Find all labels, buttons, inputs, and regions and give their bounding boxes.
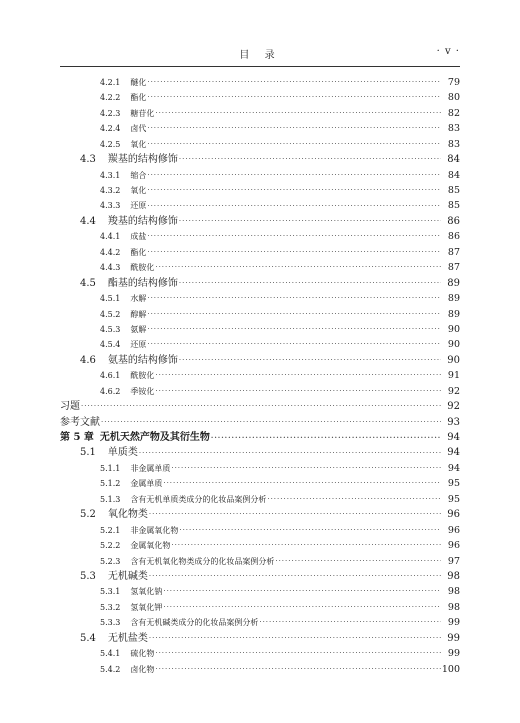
toc-entry bbox=[60, 446, 460, 461]
dot-leader bbox=[267, 492, 441, 507]
toc-entry-title: 氨解 bbox=[130, 324, 147, 334]
toc-entry-page: 90 bbox=[447, 339, 460, 351]
header-rule bbox=[60, 66, 460, 67]
toc-entry-page: 92 bbox=[447, 385, 460, 397]
toc-entry-page: 87 bbox=[447, 262, 460, 274]
toc-entry-number: 5.1.1 bbox=[100, 463, 121, 473]
dot-leader bbox=[211, 430, 441, 445]
toc-entry-number: 4.6.2 bbox=[100, 386, 121, 396]
dot-leader bbox=[147, 137, 441, 152]
toc-entry-title: 氢氧化钾 bbox=[130, 602, 163, 612]
toc-entry bbox=[60, 307, 460, 322]
toc-entry bbox=[60, 492, 460, 507]
toc-entry-page: 85 bbox=[447, 200, 460, 212]
toc-entry-page: 92 bbox=[447, 401, 460, 413]
dot-leader bbox=[147, 307, 441, 322]
toc-entry-number: 4.2.1 bbox=[100, 77, 121, 87]
toc-entry bbox=[60, 538, 460, 553]
toc-entry-page: 89 bbox=[447, 308, 460, 320]
toc-entry-title: 卤代 bbox=[130, 124, 147, 134]
dot-leader bbox=[171, 538, 441, 553]
toc-entry-title: 单质类 bbox=[107, 447, 138, 459]
toc-entry-title: 酰胺化 bbox=[130, 371, 155, 381]
toc-entry-title: 季铵化 bbox=[130, 386, 155, 396]
toc-entry-page: 96 bbox=[447, 540, 460, 552]
toc-entry-page: 100 bbox=[441, 663, 460, 675]
toc-entry-page: 90 bbox=[447, 323, 460, 335]
dot-leader bbox=[81, 399, 441, 414]
toc-entry-title: 氧化 bbox=[130, 139, 147, 149]
toc-entry-page: 99 bbox=[447, 648, 460, 660]
toc-entry bbox=[60, 476, 460, 491]
toc-entry bbox=[60, 368, 460, 383]
dot-leader bbox=[155, 384, 441, 399]
toc-entry-number: 4.6 bbox=[80, 354, 96, 366]
toc-entry-title: 氧化 bbox=[130, 186, 147, 196]
dot-leader bbox=[163, 584, 441, 599]
toc-entry-number: 5.4 bbox=[80, 632, 96, 644]
toc-entry-number: 4.5.1 bbox=[100, 294, 121, 304]
toc-entry-page: 82 bbox=[447, 107, 460, 119]
toc-entry-page: 99 bbox=[447, 632, 460, 644]
dot-leader bbox=[147, 322, 441, 337]
toc-entry-title: 金属氧化物 bbox=[130, 541, 171, 551]
toc-entry bbox=[60, 183, 460, 198]
toc-entry bbox=[60, 631, 460, 646]
toc-entry bbox=[60, 214, 460, 229]
dot-leader bbox=[155, 106, 441, 121]
toc-entry-number: 4.5.3 bbox=[100, 324, 121, 334]
toc-entry-title: 羰基的结构修饰 bbox=[107, 154, 178, 166]
toc-entry bbox=[60, 121, 460, 136]
toc-entry-title: 成盐 bbox=[130, 232, 147, 242]
toc-entry-title: 无机盐类 bbox=[107, 632, 148, 644]
toc-entry-title: 无机碱类 bbox=[107, 570, 148, 582]
toc-entry-page: 98 bbox=[447, 586, 460, 598]
toc-entry bbox=[60, 106, 460, 121]
toc-entry-title: 硫化物 bbox=[130, 649, 155, 659]
toc-entry-number: 5.2.2 bbox=[100, 541, 121, 551]
dot-leader bbox=[155, 662, 441, 677]
dot-leader bbox=[155, 646, 441, 661]
toc-entry bbox=[60, 245, 460, 260]
toc-entry bbox=[60, 415, 460, 430]
toc-entry-number: 4.3 bbox=[80, 154, 96, 166]
toc-entry bbox=[60, 554, 460, 569]
dot-leader bbox=[179, 276, 441, 291]
toc-entry-page: 90 bbox=[447, 354, 460, 366]
dot-leader bbox=[171, 461, 441, 476]
toc-entry bbox=[60, 646, 460, 661]
toc-entry-title: 醚化 bbox=[130, 77, 147, 87]
toc-entry bbox=[60, 276, 460, 291]
toc-entry-title: 卤化物 bbox=[130, 664, 155, 674]
toc-entry-title: 酰胺化 bbox=[130, 263, 155, 273]
toc-entry-number: 4.3.2 bbox=[100, 186, 121, 196]
toc-entry-number: 4.5.4 bbox=[100, 340, 121, 350]
toc-entry-page: 98 bbox=[447, 570, 460, 582]
toc-entry-title: 还原 bbox=[130, 201, 147, 211]
toc-entry-page: 97 bbox=[447, 555, 460, 567]
header-page-number: · v · bbox=[436, 46, 460, 57]
toc-entry-number: 5.4.1 bbox=[100, 649, 121, 659]
toc-entry-number: 4.4 bbox=[80, 215, 96, 227]
toc-entry bbox=[60, 291, 460, 306]
toc-entry bbox=[60, 337, 460, 352]
toc-entry-page: 86 bbox=[447, 215, 460, 227]
toc-entry bbox=[60, 90, 460, 105]
toc-entry-title: 无机天然产物及其衍生物 bbox=[99, 432, 210, 444]
toc-entry bbox=[60, 353, 460, 368]
toc-entry-page: 89 bbox=[447, 277, 460, 289]
toc-entry bbox=[60, 384, 460, 399]
dot-leader bbox=[149, 631, 441, 646]
toc-entry-title: 参考文献 bbox=[60, 416, 100, 428]
toc-entry-title: 含有无机氧化物类成分的化妆品案例分析 bbox=[130, 556, 275, 566]
table-of-contents bbox=[60, 75, 460, 677]
toc-entry bbox=[60, 260, 460, 275]
toc-entry-number: 4.2.3 bbox=[100, 108, 121, 118]
dot-leader bbox=[179, 214, 441, 229]
dot-leader bbox=[147, 168, 441, 183]
toc-entry-number: 5.3.3 bbox=[100, 618, 121, 628]
toc-entry bbox=[60, 507, 460, 522]
dot-leader bbox=[149, 569, 441, 584]
dot-leader bbox=[163, 476, 441, 491]
dot-leader bbox=[147, 90, 441, 105]
dot-leader bbox=[155, 368, 441, 383]
toc-entry-title: 水解 bbox=[130, 294, 147, 304]
toc-entry bbox=[60, 137, 460, 152]
toc-entry-page: 95 bbox=[447, 478, 460, 490]
toc-entry bbox=[60, 322, 460, 337]
toc-entry-number: 5.3.1 bbox=[100, 587, 121, 597]
header-title: 目 录 bbox=[239, 50, 281, 61]
toc-entry-title: 含有无机碱类成分的化妆品案例分析 bbox=[130, 618, 259, 628]
toc-entry bbox=[60, 600, 460, 615]
toc-entry bbox=[60, 569, 460, 584]
toc-entry-title: 醇解 bbox=[130, 309, 147, 319]
toc-entry-title: 习题 bbox=[60, 401, 80, 413]
toc-entry-title: 氧化物类 bbox=[107, 509, 148, 521]
toc-entry bbox=[60, 75, 460, 90]
dot-leader bbox=[179, 523, 441, 538]
dot-leader bbox=[147, 245, 441, 260]
toc-entry bbox=[60, 662, 460, 677]
toc-entry-number: 第 5 章 bbox=[60, 432, 94, 444]
page-header bbox=[60, 46, 460, 62]
toc-entry-number: 4.4.1 bbox=[100, 232, 121, 242]
dot-leader bbox=[147, 75, 441, 90]
toc-entry-page: 96 bbox=[447, 524, 460, 536]
toc-entry-page: 86 bbox=[447, 231, 460, 243]
toc-entry bbox=[60, 152, 460, 167]
toc-entry-page: 96 bbox=[447, 509, 460, 521]
toc-entry-page: 83 bbox=[447, 123, 460, 135]
toc-entry bbox=[60, 229, 460, 244]
dot-leader bbox=[155, 260, 441, 275]
toc-entry-title: 非金属氧化物 bbox=[130, 525, 179, 535]
toc-entry-page: 94 bbox=[447, 462, 460, 474]
toc-entry-title: 含有无机单质类成分的化妆品案例分析 bbox=[130, 494, 267, 504]
toc-entry-number: 4.2.5 bbox=[100, 139, 121, 149]
toc-entry bbox=[60, 615, 460, 630]
dot-leader bbox=[259, 615, 441, 630]
dot-leader bbox=[147, 229, 441, 244]
toc-entry bbox=[60, 461, 460, 476]
toc-entry-number: 5.4.2 bbox=[100, 664, 121, 674]
toc-entry-page: 95 bbox=[447, 493, 460, 505]
toc-entry-number: 5.2 bbox=[80, 509, 96, 521]
dot-leader bbox=[179, 353, 441, 368]
toc-entry-page: 84 bbox=[447, 169, 460, 181]
toc-entry-number: 4.3.1 bbox=[100, 170, 121, 180]
toc-entry-number: 4.4.2 bbox=[100, 247, 121, 257]
dot-leader bbox=[147, 199, 441, 214]
toc-entry-title: 金属单质 bbox=[130, 479, 163, 489]
toc-entry-page: 79 bbox=[447, 76, 460, 88]
toc-entry-page: 80 bbox=[447, 92, 460, 104]
dot-leader bbox=[101, 415, 441, 430]
toc-entry-number: 5.2.3 bbox=[100, 556, 121, 566]
toc-entry-page: 85 bbox=[447, 185, 460, 197]
dot-leader bbox=[147, 121, 441, 136]
toc-entry-title: 缩合 bbox=[130, 170, 147, 180]
toc-entry-title: 还原 bbox=[130, 340, 147, 350]
toc-entry-number: 4.3.3 bbox=[100, 201, 121, 211]
toc-entry-number: 5.3 bbox=[80, 570, 96, 582]
toc-entry-number: 5.2.1 bbox=[100, 525, 121, 535]
toc-entry-number: 4.2.4 bbox=[100, 124, 121, 134]
toc-entry-page: 93 bbox=[447, 416, 460, 428]
toc-entry-page: 84 bbox=[447, 154, 460, 166]
dot-leader bbox=[179, 152, 441, 167]
toc-entry-page: 98 bbox=[447, 601, 460, 613]
toc-entry-title: 酯化 bbox=[130, 93, 147, 103]
toc-entry-number: 4.2.2 bbox=[100, 93, 121, 103]
toc-entry-title: 酯基的结构修饰 bbox=[107, 277, 178, 289]
toc-entry-number: 5.3.2 bbox=[100, 602, 121, 612]
dot-leader bbox=[147, 183, 441, 198]
dot-leader bbox=[139, 446, 441, 461]
dot-leader bbox=[275, 554, 441, 569]
toc-entry bbox=[60, 168, 460, 183]
toc-entry bbox=[60, 584, 460, 599]
toc-entry-number: 5.1.3 bbox=[100, 494, 121, 504]
toc-entry-title: 羧基的结构修饰 bbox=[107, 215, 178, 227]
toc-entry-title: 氢氧化钠 bbox=[130, 587, 163, 597]
toc-entry-number: 4.4.3 bbox=[100, 263, 121, 273]
toc-entry-page: 91 bbox=[447, 370, 460, 382]
toc-entry-number: 4.6.1 bbox=[100, 371, 121, 381]
toc-entry-title: 非金属单质 bbox=[130, 463, 171, 473]
toc-entry-page: 94 bbox=[447, 432, 460, 444]
toc-entry bbox=[60, 399, 460, 414]
toc-entry-number: 5.1.2 bbox=[100, 479, 121, 489]
toc-entry-page: 99 bbox=[447, 617, 460, 629]
toc-entry-page: 89 bbox=[447, 293, 460, 305]
toc-entry bbox=[60, 523, 460, 538]
toc-entry-number: 4.5 bbox=[80, 277, 96, 289]
toc-entry-title: 氨基的结构修饰 bbox=[107, 354, 178, 366]
dot-leader bbox=[147, 291, 441, 306]
dot-leader bbox=[147, 337, 441, 352]
toc-entry bbox=[60, 199, 460, 214]
toc-entry-title: 酯化 bbox=[130, 247, 147, 257]
toc-entry-page: 83 bbox=[447, 138, 460, 150]
toc-entry-number: 4.5.2 bbox=[100, 309, 121, 319]
toc-entry-number: 5.1 bbox=[80, 447, 96, 459]
toc-entry-page: 87 bbox=[447, 246, 460, 258]
toc-entry bbox=[60, 430, 460, 445]
toc-entry-page: 94 bbox=[447, 447, 460, 459]
dot-leader bbox=[163, 600, 441, 615]
dot-leader bbox=[149, 507, 441, 522]
toc-entry-title: 糖苷化 bbox=[130, 108, 155, 118]
